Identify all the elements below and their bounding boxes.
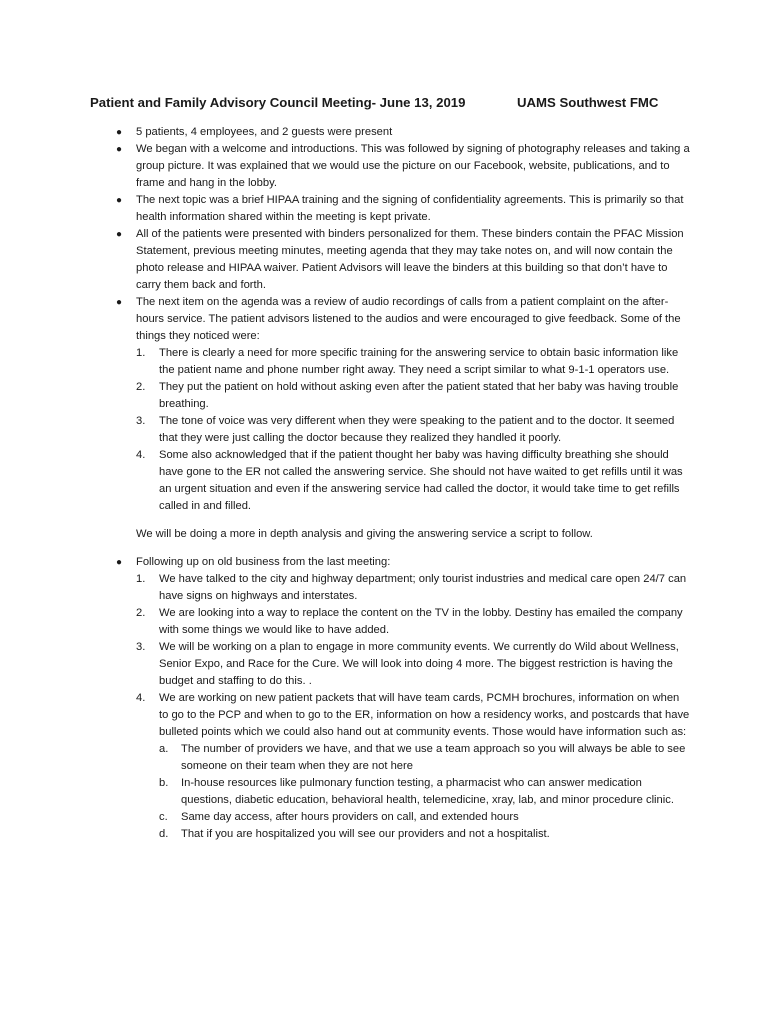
list-item — [136, 345, 690, 379]
list-item — [136, 571, 690, 605]
bullet-icon: ● — [116, 557, 123, 568]
list-marker: 2. — [136, 381, 146, 393]
list-item-text: We have talked to the city and highway department; only tourist industries and medical care open 24/7 can have signs on highways and interstates. — [159, 573, 687, 602]
meeting-title: Patient and Family Advisory Council Meeting- June 13, 2019 — [90, 95, 466, 110]
sub-list-item-text: In-house resources like pulmonary function testing, a pharmacist who can answer medication questions, diabetic education, behavioral health, telemedicine, xray, lab, and minor procedure clinic. — [181, 777, 674, 806]
list-item — [136, 379, 690, 413]
sub-list-item — [159, 775, 690, 809]
sub-list-item-text: The number of providers we have, and that we use a team approach so you will always be able to see someone on their team when they are not here — [181, 743, 686, 772]
recordings-intro: The next item on the agenda was a review of audio recordings of calls from a patient complaint on the after-hours service. The patient advisors listened to the audios and were encouraged to give feedback. Some of the things they noticed were: — [136, 296, 681, 342]
bullet-icon: ● — [116, 297, 123, 308]
sub-list-marker: d. — [159, 828, 169, 840]
bullet-item — [90, 226, 690, 294]
bullet-icon: ● — [116, 195, 123, 206]
list-item-text: We will be working on a plan to engage in more community events. We currently do Wild about Wellness, Senior Expo, and Race for the Cure. We will look into doing 4 more. The biggest restriction is having the budget and staffing to do this. . — [159, 641, 679, 687]
bullet-item — [90, 192, 690, 226]
sub-list-item-text: That if you are hospitalized you will see our providers and not a hospitalist. — [181, 828, 550, 840]
sub-list-item-text: Same day access, after hours providers on call, and extended hours — [181, 811, 519, 823]
bullet-item — [90, 141, 690, 192]
organization-name: UAMS Southwest FMC — [517, 95, 659, 110]
old-business-intro: Following up on old business from the last meeting: — [136, 556, 391, 568]
bullet-text: The next topic was a brief HIPAA training and the signing of confidentiality agreements. This is primarily so that health information shared within the meeting is kept private. — [136, 194, 684, 223]
bullet-list — [90, 124, 690, 843]
list-item-text: Some also acknowledged that if the patient thought her baby was having difficulty breathing she should have gone to the ER not called the answering service. She should not have waited to get refills until it was an urgent situation and even if the answering service had called the doctor, it would take time to get refills called in and filled. — [159, 449, 683, 512]
bullet-text: 5 patients, 4 employees, and 2 guests were present — [136, 126, 393, 138]
bullet-icon: ● — [116, 144, 123, 155]
sub-list-item — [159, 826, 690, 843]
minutes-body — [90, 124, 690, 843]
list-marker: 1. — [136, 347, 146, 359]
sub-list-marker: a. — [159, 743, 169, 755]
bullet-item-recordings — [90, 294, 690, 543]
list-item-text: We are looking into a way to replace the content on the TV in the lobby. Destiny has emailed the company with some things we would like to have added. — [159, 607, 683, 636]
list-marker: 4. — [136, 692, 146, 704]
old-business-list — [136, 571, 690, 843]
list-marker: 2. — [136, 607, 146, 619]
list-item-text: They put the patient on hold without asking even after the patient stated that her baby was having trouble breathing. — [159, 381, 679, 410]
list-item — [136, 605, 690, 639]
list-marker: 1. — [136, 573, 146, 585]
bullet-text: All of the patients were presented with binders personalized for them. These binders contain the PFAC Mission Statement, previous meeting minutes, meeting agenda that they may take notes on, and will now contain the photo release and HIPAA waiver. Patient Advisors will leave the binders at this building so that don’t have to carry them back and forth. — [136, 228, 684, 291]
packet-info-list — [159, 741, 690, 843]
list-item-text: There is clearly a need for more specific training for the answering service to obtain basic information like the patient name and phone number right away. They need a script similar to what 9-1-1 operators use. — [159, 347, 679, 376]
bullet-icon: ● — [116, 127, 123, 138]
list-item — [136, 639, 690, 690]
list-item — [136, 690, 690, 843]
bullet-icon: ● — [116, 229, 123, 240]
list-item — [136, 447, 690, 515]
sub-list-item — [159, 741, 690, 775]
list-marker: 4. — [136, 449, 146, 461]
recordings-list — [136, 345, 690, 515]
list-marker: 3. — [136, 415, 146, 427]
list-item-text: The tone of voice was very different when they were speaking to the patient and to the doctor. It seemed that they were just calling the doctor because they realized they handled it poorly. — [159, 415, 675, 444]
list-item-text: We are working on new patient packets that will have team cards, PCMH brochures, information on when to go to the PCP and when to go to the ER, information on how a residency works, and postcards that have bulleted points which we could also hand out at community events. Those would have information such as: — [159, 692, 690, 738]
document-header — [90, 94, 690, 112]
list-item — [136, 413, 690, 447]
bullet-item — [90, 124, 690, 141]
sub-list-marker: c. — [159, 811, 168, 823]
bullet-item-old-business — [90, 554, 690, 843]
sub-list-item — [159, 809, 690, 826]
recordings-closing: We will be doing a more in depth analysis and giving the answering service a script to follow. — [136, 528, 593, 540]
sub-list-marker: b. — [159, 777, 169, 789]
list-marker: 3. — [136, 641, 146, 653]
bullet-text: We began with a welcome and introductions. This was followed by signing of photography releases and taking a group picture. It was explained that we would use the picture on our Facebook, website, publications, and to frame and hang in the lobby. — [136, 143, 690, 189]
